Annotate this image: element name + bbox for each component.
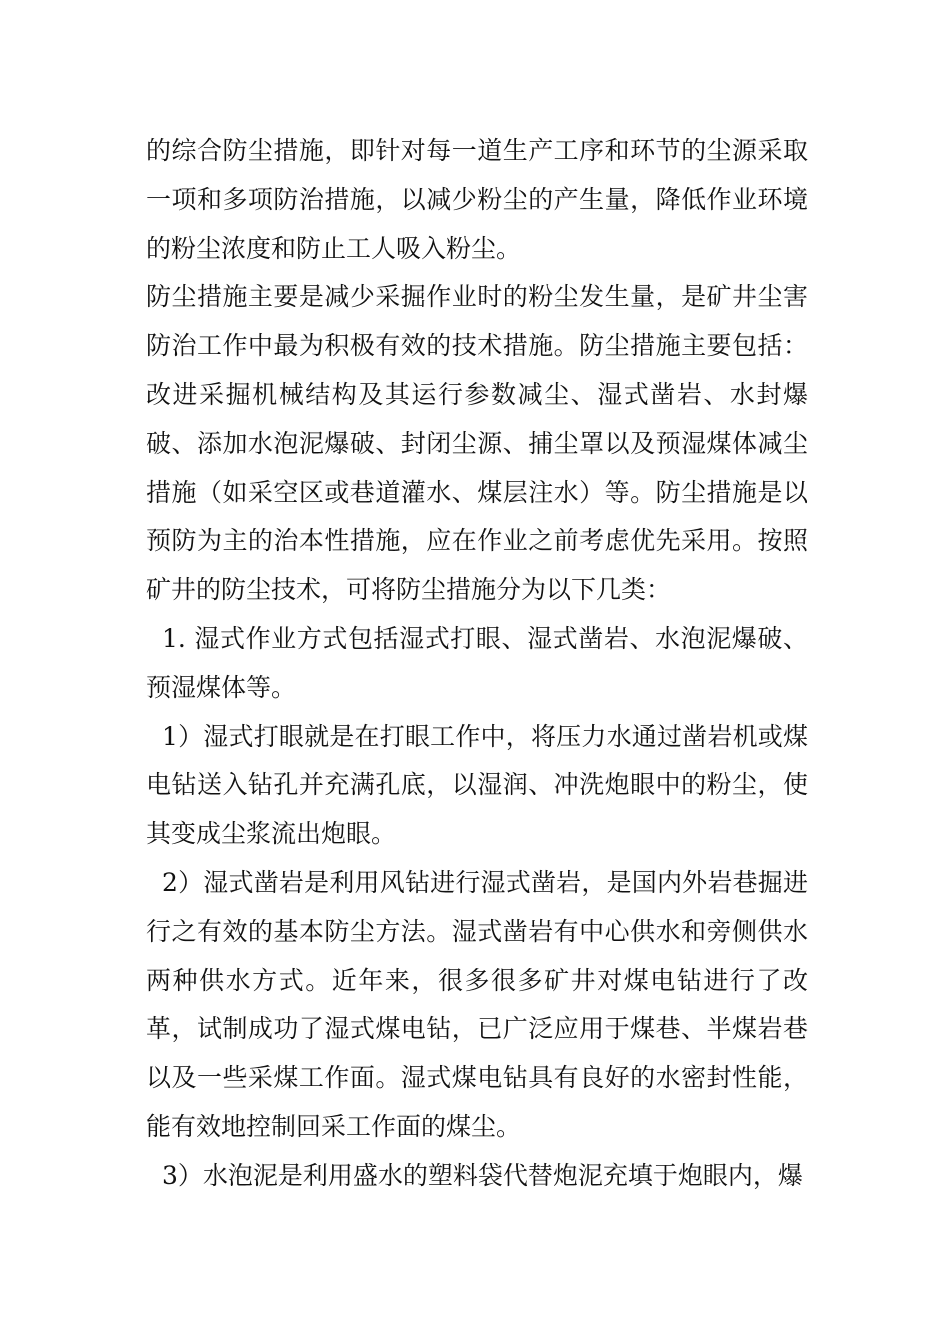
paragraph-wet-operation: 1. 湿式作业方式包括湿式打眼、湿式凿岩、水泡泥爆破、预湿煤体等。 xyxy=(146,623,808,702)
paragraph-water-stemming: 3）水泡泥是利用盛水的塑料袋代替炮泥充填于炮眼内，爆 xyxy=(162,1160,803,1190)
paragraph-dust-prevention-measures: 防尘措施主要是减少采掘作业时的粉尘发生量，是矿井尘害防治工作中最为积极有效的技术措施。防尘措施主要包括：改进采掘机械结构及其运行参数减尘、湿式凿岩、水封爆破、添加水泡泥爆破、封闭尘源、捕尘罩以及预湿煤体减尘措施（如采空区或巷道灌水、煤层注水）等。防尘措施是以预防为主的治本性措施，应在作业之前考虑优先采用。按照矿井的防尘技术，可将防尘措施分为以下几类： xyxy=(146,282,808,605)
document-body xyxy=(146,127,808,1201)
paragraph-wet-drilling: 1）湿式打眼就是在打眼工作中，将压力水通过凿岩机或煤电钻送入钻孔并充满孔底，以湿润、冲洗炮眼中的粉尘，使其变成尘浆流出炮眼。 xyxy=(146,721,808,849)
paragraph-wet-rock-drilling: 2）湿式凿岩是利用风钻进行湿式凿岩，是国内外岩巷掘进行之有效的基本防尘方法。湿式凿岩有中心供水和旁侧供水两种供水方式。近年来，很多很多矿井对煤电钻进行了改革，试制成功了湿式煤电钻，已广泛应用于煤巷、半煤岩巷以及一些采煤工作面。湿式煤电钻具有良好的水密封性能，能有效地控制回采工作面的煤尘。 xyxy=(146,867,808,1141)
paragraph-dust-prevention-intro: 的综合防尘措施，即针对每一道生产工序和环节的尘源采取一项和多项防治措施，以减少粉尘的产生量，降低作业环境的粉尘浓度和防止工人吸入粉尘。 xyxy=(146,136,808,263)
